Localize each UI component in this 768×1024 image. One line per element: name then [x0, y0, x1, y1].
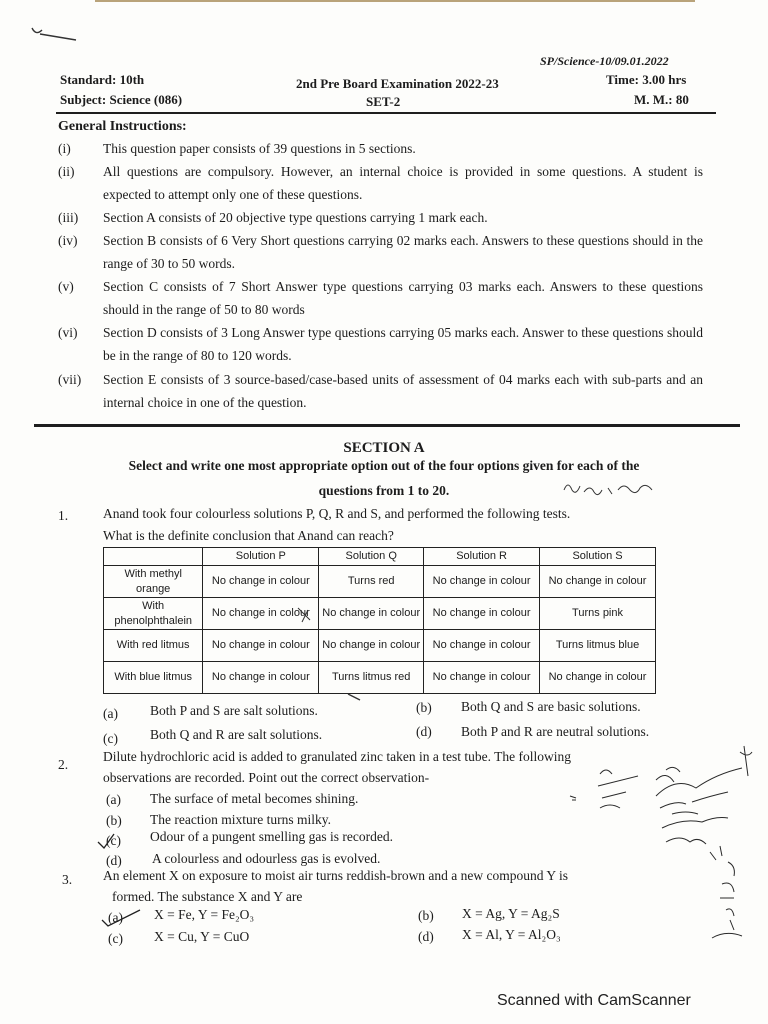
question-number: 3. [62, 872, 73, 887]
header-divider [56, 112, 716, 114]
option-text: Both P and S are salt solutions. [150, 703, 318, 718]
option-text: Odour of a pungent smelling gas is recorded. [150, 829, 393, 844]
option-label: (c) [106, 833, 121, 848]
section-instruction: questions from 1 to 20. [318, 483, 450, 498]
table-cell: No change in colour [424, 598, 540, 630]
section-title: SECTION A [343, 440, 425, 456]
set-label: SET-2 [366, 94, 401, 109]
option-label: (a) [106, 792, 121, 807]
question-text: Dilute hydrochloric acid is added to granulated zinc taken in a test tube. The following [103, 749, 571, 764]
option-text: The reaction mixture turns milky. [150, 812, 331, 827]
option-text: X = Fe, Y = Fe₂O₃ [154, 907, 255, 922]
subject-label: Subject: Science (086) [60, 92, 183, 107]
table-row [104, 566, 656, 598]
question-text: What is the definite conclusion that Anand can reach? [103, 528, 394, 543]
table-header-row [104, 548, 656, 566]
question-text: An element X on exposure to moist air turns reddish-brown and a new compound Y is [103, 868, 569, 883]
option-label: (b) [416, 700, 432, 715]
paper-code: SP/Science-10/09.01.2022 [540, 54, 669, 68]
question-number: 1. [58, 508, 69, 523]
table-row [104, 630, 656, 662]
option-text: Both P and R are neutral solutions. [461, 724, 650, 739]
option-label: (c) [103, 731, 118, 746]
tick-mark [96, 832, 116, 852]
instruction-item [58, 275, 708, 321]
option-label: (a) [103, 706, 118, 721]
scanner-watermark: Scanned with CamScanner [497, 992, 691, 1009]
table-header: Solution P [203, 548, 319, 566]
pen-scribble-mark [30, 20, 80, 44]
table-cell: No change in colour [540, 662, 656, 694]
instruction-item [58, 137, 708, 160]
table-row [104, 662, 656, 694]
instruction-item [58, 160, 708, 206]
instruction-text: All questions are compulsory. However, an internal choice is provided in some questions. A student is expected to attempt only one of these questions. [103, 164, 703, 202]
section-instruction: Select and write one most appropriate option out of the four options given for each of the [128, 458, 640, 473]
table-header [104, 548, 203, 566]
instruction-number: (vii) [58, 372, 82, 387]
option-text: Both Q and R are salt solutions. [150, 727, 323, 742]
question-text: observations are recorded. Point out the correct observation- [103, 770, 430, 785]
instruction-text: Section A consists of 20 objective type questions carrying 1 mark each. [103, 210, 488, 225]
option-label: (d) [416, 724, 432, 739]
option-label: (d) [418, 929, 434, 944]
instruction-text: Section B consists of 6 Very Short questions carrying 02 marks each. Answers to these questions should in the range of 30 to 50 words. [103, 233, 703, 271]
instruction-item [58, 321, 708, 367]
instruction-item [58, 229, 708, 275]
table-cell: No change in colour [203, 566, 319, 598]
option-label: (c) [108, 931, 123, 946]
option-label: (d) [106, 853, 122, 868]
question-number: 2. [58, 757, 69, 772]
option-label: (b) [418, 908, 434, 923]
test-results-table [103, 547, 656, 694]
table-cell: No change in colour [203, 630, 319, 662]
instruction-number: (iv) [58, 233, 78, 248]
instructions-divider [34, 424, 740, 427]
table-cell: No change in colour [319, 630, 424, 662]
table-cell: Turns red [319, 566, 424, 598]
option-text: X = Al, Y = Al₂O₃ [462, 927, 561, 942]
instruction-item [58, 368, 708, 414]
instruction-text: This question paper consists of 39 questions in 5 sections. [103, 141, 416, 156]
table-pen-mark [346, 690, 366, 704]
time-label: Time: 3.00 hrs [606, 72, 687, 87]
table-cell: No change in colour [540, 566, 656, 598]
instruction-number: (i) [58, 141, 71, 156]
marks-label: M. M.: 80 [634, 92, 689, 107]
option-text: A colourless and odourless gas is evolved. [152, 851, 381, 866]
option-text: X = Cu, Y = CuO [154, 929, 250, 944]
table-pen-mark [296, 606, 316, 626]
option-text: Both Q and S are basic solutions. [461, 699, 641, 714]
table-row [104, 598, 656, 630]
tick-mark [100, 908, 144, 928]
standard-label: Standard: 10th [60, 72, 145, 87]
question-text: Anand took four colourless solutions P, Q, R and S, and performed the following tests. [103, 506, 571, 521]
table-cell: With phenolphthalein [104, 598, 203, 630]
option-label: (b) [106, 813, 122, 828]
instruction-number: (ii) [58, 164, 75, 179]
option-label: (a) [108, 910, 123, 925]
option-text: X = Ag, Y = Ag₂S [462, 906, 560, 921]
instruction-item [58, 206, 708, 229]
table-cell: With methyl orange [104, 566, 203, 598]
handwritten-note [560, 478, 670, 498]
question-text: formed. The substance X and Y are [112, 889, 303, 904]
table-cell: Turns litmus blue [540, 630, 656, 662]
table-cell: With red litmus [104, 630, 203, 662]
table-cell: No change in colour [319, 598, 424, 630]
table-cell: No change in colour [424, 662, 540, 694]
option-text: The surface of metal becomes shining. [150, 791, 359, 806]
instruction-number: (v) [58, 279, 74, 294]
table-header: Solution Q [319, 548, 424, 566]
table-cell: No change in colour [203, 662, 319, 694]
instruction-text: Section E consists of 3 source-based/case-based units of assessment of 04 marks each with sub-parts and an internal choice in one of the question. [103, 372, 703, 410]
instructions-title: General Instructions: [58, 119, 187, 134]
handwritten-calculations [560, 742, 760, 952]
instruction-text: Section C consists of 7 Short Answer type questions carrying 03 marks each. Answers to these questions should in the range of 50 to 80 words [103, 279, 703, 317]
table-cell: Turns pink [540, 598, 656, 630]
instruction-number: (iii) [58, 210, 79, 225]
instruction-number: (vi) [58, 325, 78, 340]
table-cell: Turns litmus red [319, 662, 424, 694]
table-cell: No change in colour [203, 598, 319, 630]
exam-title: 2nd Pre Board Examination 2022-23 [296, 76, 499, 91]
table-cell: No change in colour [424, 630, 540, 662]
table-header: Solution S [540, 548, 656, 566]
table-header: Solution R [424, 548, 540, 566]
table-cell: With blue litmus [104, 662, 203, 694]
top-page-rule [95, 0, 695, 2]
table-cell: No change in colour [424, 566, 540, 598]
instruction-text: Section D consists of 3 Long Answer type questions carrying 05 marks each. Answer to these questions should be in the range of 80 to 120 words. [103, 325, 703, 363]
